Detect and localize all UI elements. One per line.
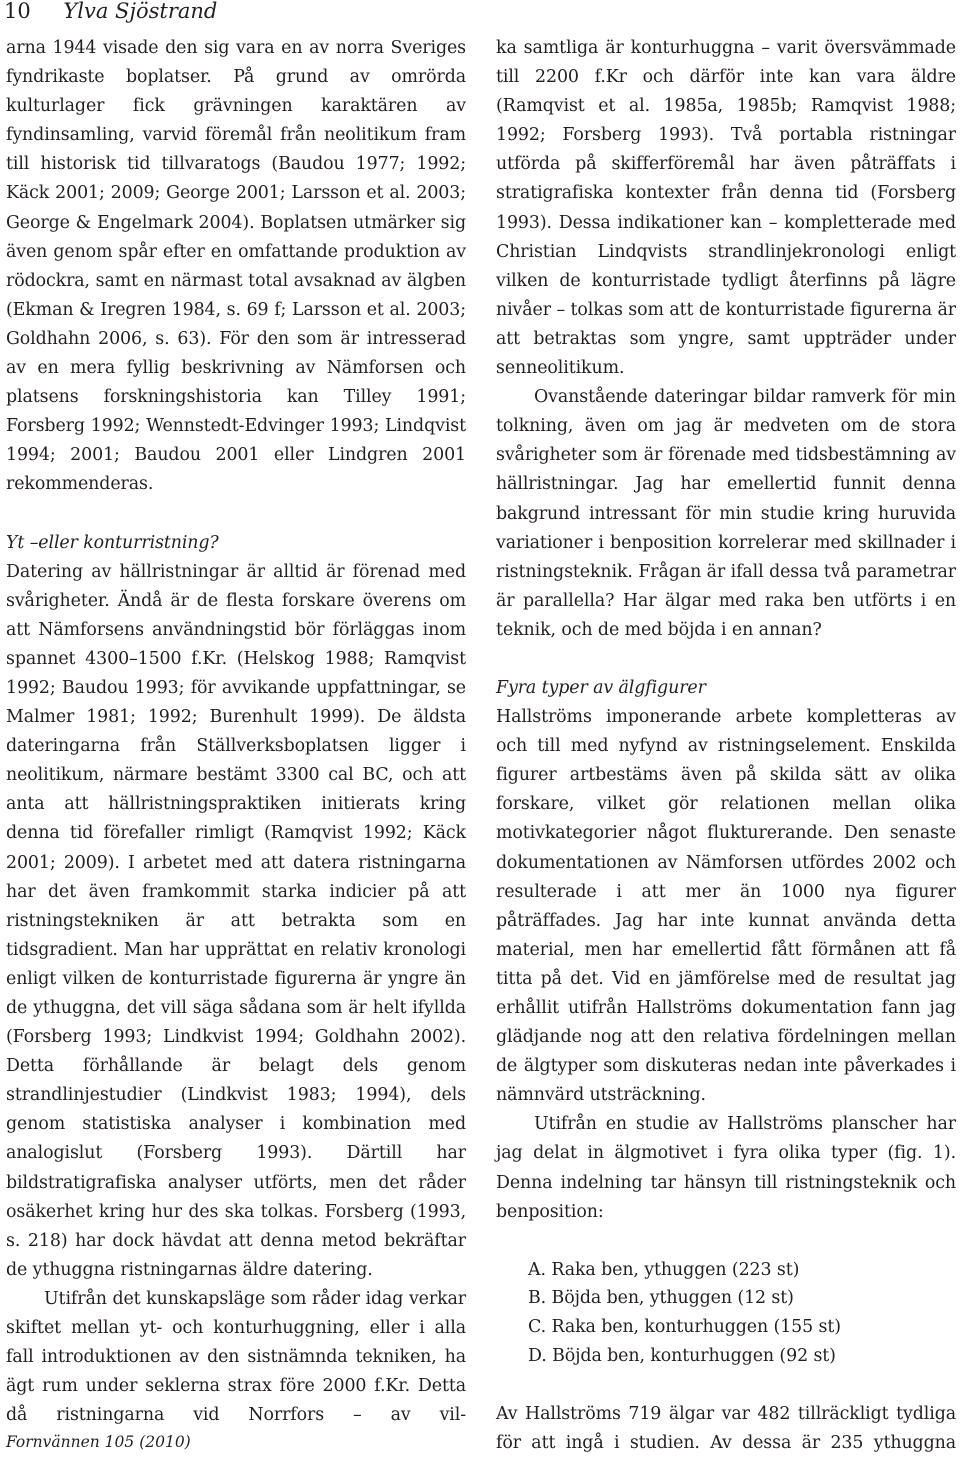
- section-heading-moose-types: Fyra typer av älgfigurer: [496, 677, 706, 698]
- list-item: B. Böjda ben, ythuggen (12 st): [528, 1288, 794, 1309]
- list-item: D. Böjda ben, konturhuggen (92 st): [528, 1345, 836, 1366]
- list-item: C. Raka ben, konturhuggen (155 st): [528, 1317, 841, 1338]
- page-number: 10: [4, 0, 31, 23]
- list-item: A. Raka ben, ythuggen (223 st): [528, 1259, 800, 1280]
- moose-type-list: [496, 1256, 956, 1371]
- left-paragraph-3: Utifrån det kunskapsläge som råder idag verkar skiftet mellan yt- och konturhuggning, eller i alla fall introduktionen av den sistnämnda tekniken, ha ägt rum under seklerna strax före 2000 f.Kr. Detta då ristningarna vid Norrfors – av vil-: [6, 1288, 466, 1426]
- left-column: [6, 34, 466, 1430]
- right-paragraph-1: ka samtliga är konturhuggna – varit översvämmade till 2200 f.Kr och därför inte kan vara äldre (Ramqvist et al. 1985a, 1985b; Ramqvist 1988; 1992; Forsberg 1993). Två portabla ristningar utförda på skifferföremål har även påträffats i stratigrafiska kontexter från denna tid (Forsberg 1993). Dessa indikationer kan – kompletterade med Christian Lindqvists strandlinjekronologi enligt vilken de konturristade tydligt återfinns på lägre nivåer – tolkas som att de konturristade figurerna är att betraktas som yngre, samt uppträder under senneolitikum.: [496, 38, 956, 379]
- right-paragraph-4: Utifrån en studie av Hallströms planscher har jag delat in älgmotivet i fyra olika typer (fig. 1). Denna indelning tar hänsyn till ristningsteknik och benposition:: [496, 1114, 956, 1222]
- journal-footer: Fornvännen 105 (2010): [6, 1433, 191, 1451]
- right-column: [496, 34, 956, 1458]
- right-paragraph-3: Hallströms imponerande arbete kompletteras av och till med nyfynd av ristningselement. Enskilda figurer artbestäms även på skilda sätt av olika forskare, vilket gör relationen mellan olika motivkategorier något flukturerande. Den senaste dokumentationen av Nämforsen utfördes 2002 och resulterade i att mer än 1000 nya figurer påträffades. Jag har inte kunnat använda detta material, men har emellertid fått förmånen att få titta på det. Vid en jämförelse med de resultat jag erhållit utifrån Hallströms dokumentation fann jag glädjande nog att den relativa fördelningen mellan de älgtyper som diskuteras nedan inte påverkades i nämnvärd utsträckning.: [496, 707, 956, 1106]
- running-head: [4, 0, 217, 28]
- left-paragraph-2: Datering av hällristningar är alltid är förenad med svårigheter. Ändå är de flesta forskare överens om att Nämforsens användningstid bör förläggas inom spannet 4300–1500 f.Kr. (Helskog 1988; Ramqvist 1992; Baudou 1993; för avvikande uppfattningar, se Malmer 1981; 1992; Burenhult 1999). De äldsta dateringarna från Ställverksboplatsen ligger i neolitikum, närmare bestämt 3300 cal BC, och att anta att hällristningspraktiken initierats kring denna tid förefaller rimligt (Ramqvist 1992; Käck 2001; 2009). I arbetet med att datera ristningarna har det även framkommit starka indicier på att ristningstekniken är att betrakta som en tidsgradient. Man har upprättat en relativ kronologi enligt vilken de konturristade figurerna är yngre än de ythuggna, det vill säga sådana som är helt ifyllda (Forsberg 1993; Lindkvist 1994; Goldhahn 2002). Detta förhållande är belagt dels genom strandlinjestudier (Lindkvist 1983; 1994), dels genom statistiska analyser i kombination med analogislut (Forsberg 1993). Därtill har bildstratigrafiska analyser utförts, men det råder osäkerhet kring hur des ska tolkas. Forsberg (1993, s. 218) har dock hävdat att denna metod bekräftar de ythuggna ristningarnas äldre datering.: [6, 561, 466, 1280]
- right-paragraph-2: Ovanstående dateringar bildar ramverk för min tolkning, även om jag är medveten om de stora svårigheter som är förenade med tidsbestämning av hällristningar. Jag har emellertid funnit denna bakgrund intressant för min studie kring huruvida variationer i benposition korrelerar med skillnader i ristningsteknik. Frågan är ifall dessa två parametrar är parallella? Har älgar med raka ben utförts i en teknik, och de med böjda i en annan?: [496, 387, 956, 640]
- running-head-author: Ylva Sjöstrand: [63, 0, 218, 23]
- left-paragraph-1: arna 1944 visade den sig vara en av norra Sveriges fyndrikaste boplatser. På grund av omrörda kulturlager fick grävningen karaktären av fyndinsamling, varvid föremål från neolitikum fram till historisk tid tillvaratogs (Baudou 1977; 1992; Käck 2001; 2009; George 2001; Larsson et al. 2003; George & Engelmark 2004). Boplatsen utmärker sig även genom spår efter en omfattande produktion av rödockra, samt en närmast total avsaknad av älgben (Ekman & Iregren 1984, s. 69 f; Larsson et al. 2003; Goldhahn 2006, s. 63). För den som är intresserad av en mera fyllig beskrivning av Nämforsen och platsens forskningshistoria kan Tilley 1991; Forsberg 1992; Wennstedt-Edvinger 1993; Lindqvist 1994; 2001; Baudou 2001 eller Lindgren 2001 rekommenderas.: [6, 38, 466, 495]
- right-paragraph-5: Av Hallströms 719 älgar var 482 tillräckligt tydliga för att ingå i studien. Av dessa är 235 ythuggna: [496, 1403, 956, 1453]
- section-heading-dating: Yt –eller konturristning?: [6, 532, 219, 553]
